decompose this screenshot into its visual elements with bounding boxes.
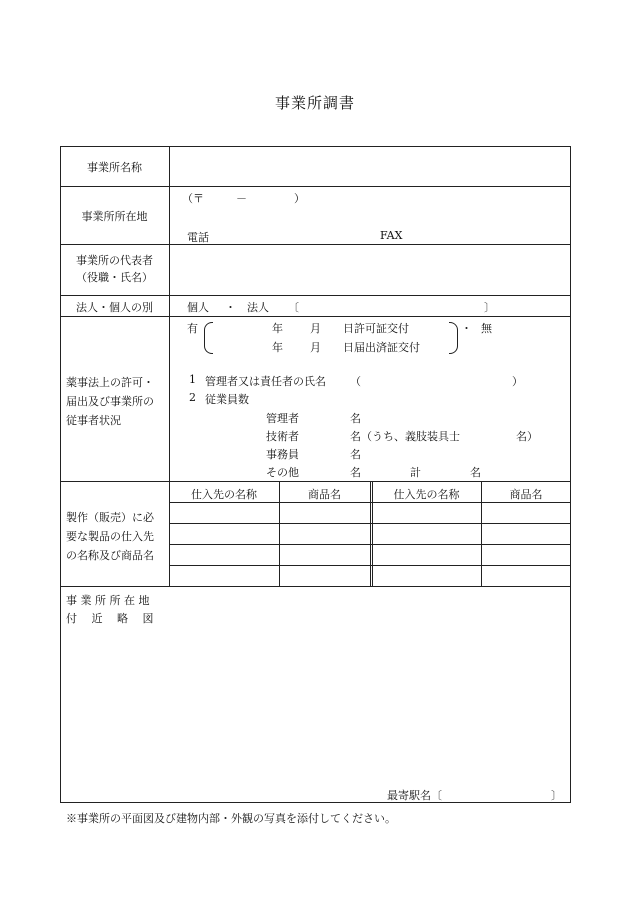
footnote: ※事業所の平面図及び建物内部・外観の写真を添付してください。 <box>66 812 396 825</box>
corporation-option[interactable]: 法人 <box>247 301 269 314</box>
fax-label: FAX <box>380 229 403 242</box>
item1-number: 1 <box>189 373 196 386</box>
row-divider <box>60 186 571 187</box>
prosthetist-unit: 名） <box>516 430 538 443</box>
item1-text: 管理者又は責任者の氏名 <box>205 375 326 388</box>
row-divider <box>60 244 571 245</box>
representative-label <box>60 252 169 286</box>
license-no[interactable]: 無 <box>481 322 492 335</box>
product-header-1: 商品名 <box>308 488 341 501</box>
nearest-station-close: 〕 <box>551 789 562 802</box>
item1-open-paren: （ <box>350 375 361 388</box>
license-label <box>60 373 169 430</box>
individual-option[interactable]: 個人 <box>187 301 209 314</box>
manager-label: 管理者 <box>266 412 299 425</box>
license-yes[interactable]: 有 <box>187 322 198 335</box>
products-label-line2: 要な製品の仕入先 <box>66 530 154 543</box>
year-1: 年 <box>272 322 283 335</box>
map-label-line2: 付 近 略 図 <box>66 612 154 625</box>
license-issued: 日許可証交付 <box>343 322 409 335</box>
supplier-header-2: 仕入先の名称 <box>393 488 460 501</box>
page-title: 事業所調書 <box>274 94 355 112</box>
year-2: 年 <box>272 341 283 354</box>
postal-dash: － <box>236 192 247 205</box>
clerk-unit: 名 <box>350 448 361 461</box>
office-address-label: 事業所所在地 <box>81 210 148 223</box>
product-col-divider <box>370 481 371 586</box>
month-1: 月 <box>310 322 321 335</box>
clerk-label: 事務員 <box>266 448 299 461</box>
product-header-2: 商品名 <box>509 488 543 501</box>
notification-issued: 日届出済証交付 <box>343 341 420 354</box>
representative-label-line2: （役職・氏名） <box>76 271 153 284</box>
nearest-station-label: 最寄駅名〔 <box>387 789 442 802</box>
office-name-label: 事業所名称 <box>87 161 142 174</box>
entity-bracket-open: 〔 <box>288 301 299 314</box>
technician-unit: 名 <box>350 430 361 443</box>
month-2: 月 <box>310 341 321 354</box>
representative-field[interactable] <box>171 246 569 293</box>
row-divider <box>60 586 571 587</box>
item2-text: 従業員数 <box>205 393 249 406</box>
products-label-line3: の名称及び商品名 <box>66 549 154 562</box>
license-dot: ・ <box>461 322 472 335</box>
total-label: 計 <box>410 466 421 479</box>
products-label-line1: 製作（販売）に必 <box>66 511 154 524</box>
license-label-line3: 従事者状況 <box>66 414 121 427</box>
item2-number: 2 <box>189 391 196 404</box>
office-name-field[interactable] <box>171 148 569 184</box>
license-label-line2: 届出及び事業所の <box>66 395 154 408</box>
postal-close: ） <box>294 192 305 205</box>
entity-bracket-close: 〕 <box>484 301 495 314</box>
supplier-header-1: 仕入先の名称 <box>191 488 257 501</box>
label-column-divider <box>169 146 170 586</box>
license-label-line1: 薬事法上の許可・ <box>66 376 154 389</box>
row-divider <box>60 295 571 296</box>
manager-unit: 名 <box>350 412 361 425</box>
right-brace <box>449 322 458 354</box>
representative-label-line1: 事業所の代表者 <box>76 254 153 267</box>
phone-label: 電話 <box>187 231 209 244</box>
total-unit: 名 <box>470 466 481 479</box>
row-divider <box>60 481 571 482</box>
products-label <box>60 508 169 565</box>
item1-close-paren: ） <box>512 375 523 388</box>
map-label-line1: 事 業 所 所 在 地 <box>66 594 150 607</box>
prosthetist-label: （うち、義肢装具士 <box>361 430 460 443</box>
map-area[interactable] <box>170 590 568 770</box>
row-divider <box>60 316 571 317</box>
others-label: その他 <box>266 466 299 479</box>
left-brace <box>204 322 213 354</box>
others-unit: 名 <box>350 466 361 479</box>
entity-separator: ・ <box>225 301 236 314</box>
technician-label: 技術者 <box>266 430 299 443</box>
entity-type-label: 法人・個人の別 <box>76 301 153 314</box>
postal-open: （〒 <box>182 192 204 205</box>
